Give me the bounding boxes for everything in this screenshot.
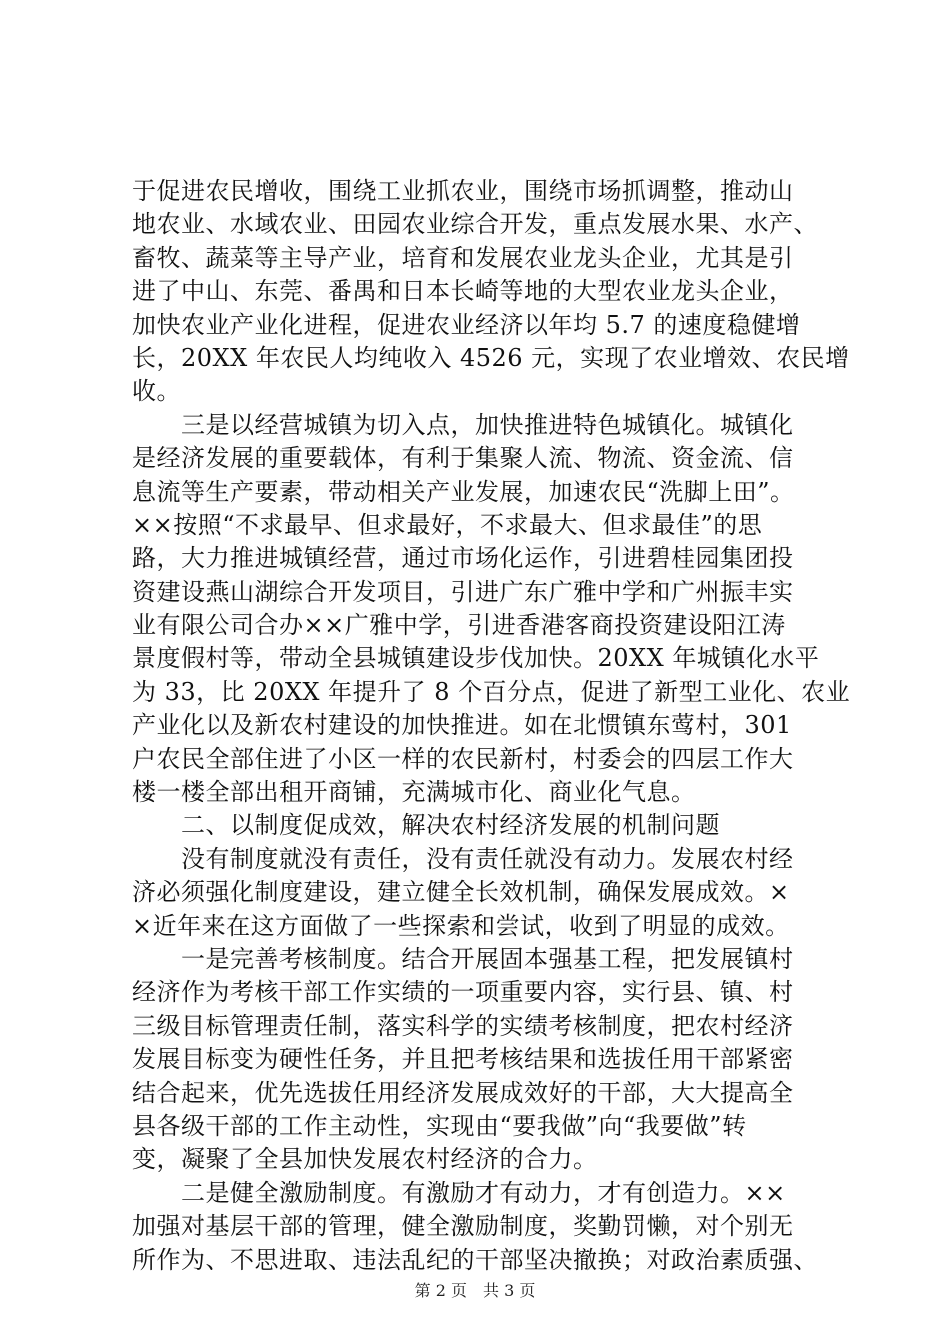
document-body xyxy=(132,175,851,1277)
text-line: 业有限公司合办××广雅中学，引进香港客商投资建设阳江涛 xyxy=(132,611,786,640)
text-line: ×近年来在这方面做了一些探索和尝试，收到了明显的成效。 xyxy=(132,911,790,940)
text-line: 三级目标管理责任制，落实科学的实绩考核制度，把农村经济 xyxy=(132,1011,794,1040)
text-line: 产业化以及新农村建设的加快推进。如在北惯镇东莺村，301 xyxy=(132,711,792,740)
text-line: 三是以经营城镇为切入点，加快推进特色城镇化。城镇化 xyxy=(132,410,794,439)
text-line: 发展目标变为硬性任务，并且把考核结果和选拔任用干部紧密 xyxy=(132,1045,794,1074)
text-line: 息流等生产要素，带动相关产业发展，加速农民“洗脚上田”。 xyxy=(132,477,795,506)
text-line: 是经济发展的重要载体，有利于集聚人流、物流、资金流、信 xyxy=(132,444,794,473)
text-line: 路，大力推进城镇经营，通过市场化运作，引进碧桂园集团投 xyxy=(132,544,794,573)
text-line: ××按照“不求最早、但求最好，不求最大、但求最佳”的思 xyxy=(132,510,763,539)
text-line: 加强对基层干部的管理，健全激励制度，奖勤罚懒，对个别无 xyxy=(132,1212,794,1241)
text-line: 于促进农民增收，围绕工业抓农业，围绕市场抓调整，推动山 xyxy=(132,177,794,205)
text-line: 景度假村等，带动全县城镇建设步伐加快。20XX 年城镇化水平 xyxy=(132,644,820,673)
text-line: 济必须强化制度建设，建立健全长效机制，确保发展成效。× xyxy=(132,878,790,907)
text-line: 长，20XX 年农民人均纯收入 4526 元，实现了农业增效、农民增 xyxy=(132,343,850,372)
text-line: 县各级干部的工作主动性，实现由“要我做”向“我要做”转 xyxy=(132,1111,747,1140)
text-line: 为 33，比 20XX 年提升了 8 个百分点，促进了新型工业化、农业 xyxy=(132,677,851,706)
text-line: 经济作为考核干部工作实绩的一项重要内容，实行县、镇、村 xyxy=(132,978,794,1007)
text-line: 地农业、水域农业、田园农业综合开发，重点发展水果、水产、 xyxy=(132,210,818,239)
text-line: 二是健全激励制度。有激励才有动力，才有创造力。×× xyxy=(132,1178,786,1207)
text-line: 变，凝聚了全县加快发展农村经济的合力。 xyxy=(132,1145,598,1174)
text-line: 进了中山、东莞、番禺和日本长崎等地的大型农业龙头企业， xyxy=(132,277,794,306)
text-line: 楼一楼全部出租开商铺，充满城市化、商业化气息。 xyxy=(132,778,696,807)
text-line: 户农民全部住进了小区一样的农民新村，村委会的四层工作大 xyxy=(132,744,794,773)
page-number-footer: 第 2 页 共 3 页 xyxy=(414,1281,536,1300)
section-heading: 二、以制度促成效，解决农村经济发展的机制问题 xyxy=(132,811,720,840)
text-line: 一是完善考核制度。结合开展固本强基工程，把发展镇村 xyxy=(132,944,794,973)
text-line: 收。 xyxy=(132,377,181,406)
text-line: 没有制度就没有责任，没有责任就没有动力。发展农村经 xyxy=(132,844,794,873)
text-line: 资建设燕山湖综合开发项目，引进广东广雅中学和广州振丰实 xyxy=(132,577,794,606)
text-line: 畜牧、蔬菜等主导产业，培育和发展农业龙头企业，尤其是引 xyxy=(132,243,794,272)
text-line: 结合起来，优先选拔任用经济发展成效好的干部，大大提高全 xyxy=(132,1078,794,1107)
text-line: 所作为、不思进取、违法乱纪的干部坚决撤换；对政治素质强、 xyxy=(132,1245,818,1274)
text-line: 加快农业产业化进程，促进农业经济以年均 5.7 的速度稳健增 xyxy=(132,310,801,339)
